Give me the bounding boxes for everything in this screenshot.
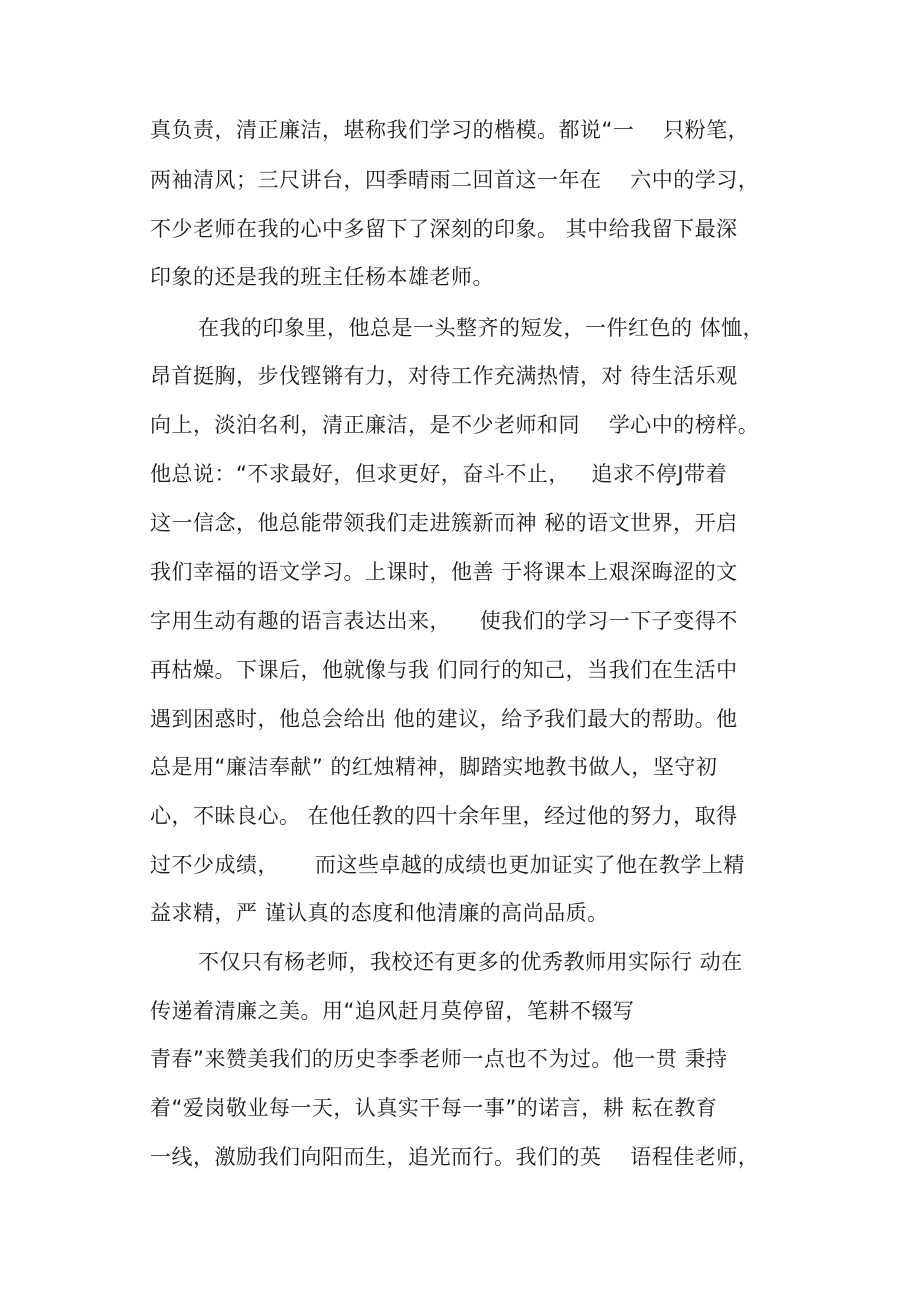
text-line: 不少老师在我的心中多留下了深刻的印象。 其中给我留下最深	[150, 217, 738, 241]
text-line: 过不少成绩， 而这些卓越的成绩也更加证实了他在教学上精	[150, 853, 745, 877]
text-line: 向上，淡泊名利，清正廉洁，是不少老师和同 学心中的榜样。	[150, 413, 760, 437]
text-line: 再枯燥。下课后，他就像与我 们同行的知己，当我们在生活中	[150, 658, 738, 682]
text-line: 两袖清风；三尺讲台，四季晴雨二回首这一年在 六中的学习，	[150, 168, 760, 192]
text-line: 字用生动有趣的语言表达出来， 使我们的学习一下子变得不	[150, 609, 738, 633]
text-line: 我们幸福的语文学习。上课时，他善 于将课本上艰深晦涩的文	[150, 560, 738, 584]
text-line: 一线，激励我们向阳而生，追光而行。我们的英 语程佳老师，	[150, 1145, 760, 1169]
text-line: 益求精，严 谨认真的态度和他清廉的高尚品质。	[150, 901, 609, 925]
text-line: 总是用“廉洁奉献” 的红烛精神，脚踏实地教书做人，坚守初	[150, 755, 718, 779]
text-line: 印象的还是我的班主任杨本雄老师。	[150, 265, 494, 289]
text-line: 遇到困惑时，他总会给出 他的建议，给予我们最大的帮助。他	[150, 707, 738, 731]
text-line: 昂首挺胸，步伐铿锵有力，对待工作充满热情，对 待生活乐观	[150, 364, 738, 388]
text-line: 他总说：“不求最好，但求更好，奋斗不止， 追求不停J带着	[150, 462, 728, 486]
text-line: 青春”来赞美我们的历史李季老师一点也不为过。他一贯 秉持	[150, 1047, 728, 1071]
text-line: 真负责，清正廉洁，堪称我们学习的楷模。都说“一 只粉笔，	[150, 118, 750, 142]
text-line: 着“爱岗敬业每一天，认真实干每一事”的诺言，耕 耘在教育	[150, 1096, 718, 1120]
text-line: 传递着清廉之美。用“追风赶月莫停留，笔耕不辍写	[150, 999, 635, 1023]
text-line: 这一信念，他总能带领我们走进簇新而神 秘的语文世界，开启	[150, 511, 738, 535]
paragraph-start-line: 不仅只有杨老师，我校还有更多的优秀教师用实际行 动在	[198, 950, 743, 974]
paragraph-start-line: 在我的印象里，他总是一头整齐的短发，一件红色的 体恤，	[198, 316, 765, 340]
text-line: 心，不昧良心。 在他任教的四十余年里，经过他的努力，取得	[150, 804, 738, 828]
